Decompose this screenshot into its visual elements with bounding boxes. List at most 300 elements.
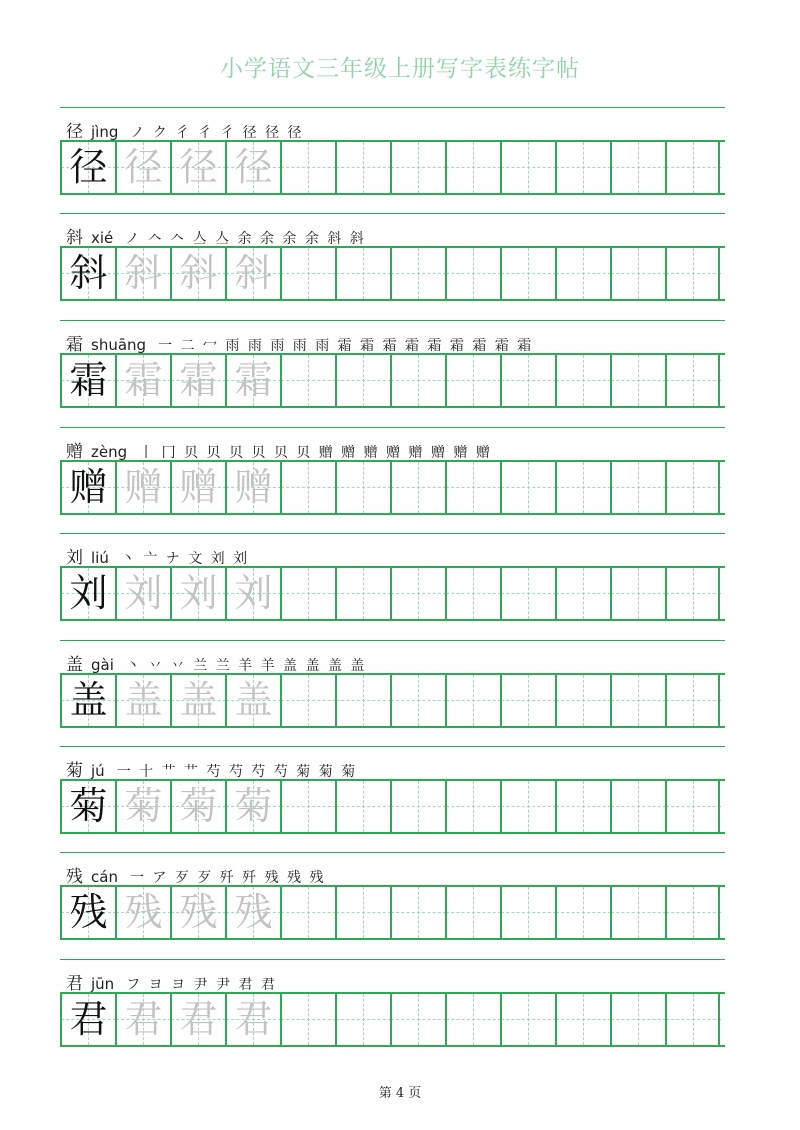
grid-cell[interactable]	[446, 675, 501, 726]
guide-line-vertical	[638, 675, 639, 726]
grid-cell[interactable]	[281, 248, 336, 299]
grid-cell[interactable]	[501, 355, 556, 406]
grid-divider	[335, 781, 337, 832]
grid-cell[interactable]	[281, 568, 336, 619]
stroke-order: 一 十 艹 艹 芍 芍 芍 芍 菊 菊 菊	[116, 764, 358, 780]
grid-divider	[170, 355, 172, 406]
practice-row	[60, 959, 725, 1054]
trace-char: 菊	[179, 784, 218, 828]
grid-cell[interactable]	[336, 887, 391, 938]
char-info	[66, 650, 366, 674]
guide-line-vertical	[528, 568, 529, 619]
grid-cell[interactable]	[391, 568, 446, 619]
grid-divider	[500, 675, 502, 726]
stroke-order: 一 二 冖 雨 雨 雨 雨 雨 霜 霜 霜 霜 霜 霜 霜 霜 霜	[158, 338, 534, 354]
guide-line-vertical	[308, 568, 309, 619]
guide-line-vertical	[473, 568, 474, 619]
trace-char: 斜	[179, 251, 218, 295]
grid-divider	[170, 675, 172, 726]
grid-cell[interactable]	[336, 142, 391, 193]
guide-line-vertical	[363, 248, 364, 299]
grid-divider	[170, 781, 172, 832]
grid-cell[interactable]	[391, 887, 446, 938]
grid-divider	[445, 355, 447, 406]
grid-divider	[390, 142, 392, 193]
grid-cell[interactable]	[666, 994, 721, 1045]
char-label: 残	[66, 867, 83, 887]
grid-cell[interactable]	[226, 887, 281, 938]
grid-divider	[390, 462, 392, 513]
guide-line-vertical	[638, 462, 639, 513]
grid-cell[interactable]	[61, 887, 116, 938]
grid-cell[interactable]	[336, 355, 391, 406]
grid-divider	[718, 887, 720, 938]
grid-divider	[500, 887, 502, 938]
grid-divider	[665, 568, 667, 619]
grid-cell[interactable]	[446, 994, 501, 1045]
model-char: 刘	[69, 571, 108, 615]
grid-divider	[445, 248, 447, 299]
grid-cell[interactable]	[556, 675, 611, 726]
grid-cell[interactable]	[611, 142, 666, 193]
practice-row	[60, 746, 725, 841]
grid-cell[interactable]	[501, 675, 556, 726]
grid-divider	[718, 568, 720, 619]
char-label: 斜	[66, 228, 83, 248]
grid-divider	[665, 994, 667, 1045]
trace-char: 刘	[179, 571, 218, 615]
grid-divider	[445, 994, 447, 1045]
guide-line-vertical	[528, 994, 529, 1045]
grid-divider	[445, 142, 447, 193]
guide-line-vertical	[528, 248, 529, 299]
grid-cell[interactable]	[61, 781, 116, 832]
grid-cell[interactable]	[226, 248, 281, 299]
grid-divider	[60, 142, 62, 193]
char-info	[66, 437, 492, 461]
grid-cell[interactable]	[171, 462, 226, 513]
grid-cell[interactable]	[556, 248, 611, 299]
grid-divider	[115, 355, 117, 406]
grid-cell[interactable]	[611, 781, 666, 832]
practice-row	[60, 852, 725, 947]
trace-char: 斜	[234, 251, 273, 295]
grid-divider	[610, 994, 612, 1045]
grid-divider	[115, 142, 117, 193]
grid-cell[interactable]	[666, 887, 721, 938]
grid-divider	[718, 675, 720, 726]
grid-cell[interactable]	[611, 248, 666, 299]
grid-cell[interactable]	[336, 248, 391, 299]
grid-divider	[225, 142, 227, 193]
trace-char: 刘	[124, 571, 163, 615]
guide-line-vertical	[583, 675, 584, 726]
practice-row	[60, 107, 725, 202]
grid-cell[interactable]	[611, 355, 666, 406]
stroke-order: 丨 冂 贝 贝 贝 贝 贝 贝 赠 赠 赠 赠 赠 赠 赠 赠	[139, 445, 492, 461]
guide-line-vertical	[693, 994, 694, 1045]
writing-grid	[60, 566, 725, 621]
guide-line-vertical	[473, 142, 474, 193]
writing-grid	[60, 140, 725, 195]
grid-divider	[60, 568, 62, 619]
writing-grid	[60, 353, 725, 408]
grid-cell[interactable]	[336, 994, 391, 1045]
grid-cell[interactable]	[556, 781, 611, 832]
guide-line-vertical	[308, 675, 309, 726]
pinyin-label: jú	[91, 762, 105, 780]
grid-cell[interactable]	[336, 781, 391, 832]
writing-grid	[60, 992, 725, 1047]
grid-cell[interactable]	[501, 568, 556, 619]
grid-cell[interactable]	[336, 462, 391, 513]
grid-cell[interactable]	[446, 781, 501, 832]
grid-cell[interactable]	[226, 142, 281, 193]
grid-cell[interactable]	[281, 142, 336, 193]
guide-line-vertical	[308, 462, 309, 513]
grid-cell[interactable]	[611, 462, 666, 513]
grid-divider	[280, 142, 282, 193]
grid-cell[interactable]	[116, 142, 171, 193]
grid-cell[interactable]	[61, 142, 116, 193]
grid-cell[interactable]	[391, 781, 446, 832]
grid-cell[interactable]	[446, 248, 501, 299]
grid-divider	[60, 248, 62, 299]
grid-cell[interactable]	[171, 781, 226, 832]
grid-cell[interactable]	[501, 142, 556, 193]
grid-cell[interactable]	[666, 462, 721, 513]
char-info	[66, 862, 326, 886]
grid-cell[interactable]	[391, 462, 446, 513]
grid-divider	[280, 568, 282, 619]
stroke-order: 丶 丷 丷 兰 兰 羊 羊 盖 盖 盖 盖	[125, 658, 367, 674]
grid-divider	[500, 142, 502, 193]
grid-cell[interactable]	[556, 568, 611, 619]
char-label: 君	[66, 974, 83, 994]
grid-cell[interactable]	[281, 462, 336, 513]
grid-divider	[60, 462, 62, 513]
trace-char: 霜	[179, 358, 218, 402]
grid-cell[interactable]	[171, 248, 226, 299]
grid-divider	[718, 462, 720, 513]
grid-divider	[500, 568, 502, 619]
guide-line-vertical	[363, 355, 364, 406]
trace-char: 残	[234, 890, 273, 934]
model-char: 赠	[69, 465, 108, 509]
grid-cell[interactable]	[336, 568, 391, 619]
grid-cell[interactable]	[666, 781, 721, 832]
trace-char: 君	[124, 997, 163, 1041]
practice-row	[60, 427, 725, 522]
grid-cell[interactable]	[226, 462, 281, 513]
model-char: 径	[69, 145, 108, 189]
guide-line-vertical	[418, 675, 419, 726]
row-separator	[60, 107, 725, 108]
grid-cell[interactable]	[116, 781, 171, 832]
grid-divider	[390, 355, 392, 406]
grid-divider	[718, 994, 720, 1045]
grid-divider	[500, 781, 502, 832]
grid-cell[interactable]	[171, 994, 226, 1045]
grid-divider	[225, 248, 227, 299]
grid-cell[interactable]	[391, 994, 446, 1045]
grid-divider	[500, 355, 502, 406]
trace-char: 盖	[234, 678, 273, 722]
grid-divider	[170, 994, 172, 1045]
grid-divider	[665, 142, 667, 193]
row-separator	[60, 320, 725, 321]
grid-cell[interactable]	[391, 142, 446, 193]
char-info	[66, 330, 533, 354]
pinyin-label: gài	[91, 656, 114, 674]
row-separator	[60, 746, 725, 747]
grid-cell[interactable]	[281, 675, 336, 726]
grid-cell[interactable]	[556, 887, 611, 938]
guide-line-vertical	[638, 994, 639, 1045]
guide-line-vertical	[308, 142, 309, 193]
grid-cell[interactable]	[171, 887, 226, 938]
grid-divider	[115, 994, 117, 1045]
grid-divider	[390, 887, 392, 938]
row-separator	[60, 427, 725, 428]
grid-divider	[718, 142, 720, 193]
grid-cell[interactable]	[611, 675, 666, 726]
guide-line-vertical	[363, 994, 364, 1045]
char-label: 赠	[66, 442, 83, 462]
guide-line-vertical	[528, 781, 529, 832]
grid-divider	[665, 462, 667, 513]
grid-cell[interactable]	[226, 355, 281, 406]
trace-char: 赠	[124, 465, 163, 509]
guide-line-vertical	[473, 355, 474, 406]
trace-char: 径	[179, 145, 218, 189]
grid-divider	[335, 568, 337, 619]
guide-line-vertical	[418, 248, 419, 299]
trace-char: 菊	[234, 784, 273, 828]
grid-cell[interactable]	[171, 355, 226, 406]
guide-line-vertical	[418, 355, 419, 406]
grid-cell[interactable]	[281, 994, 336, 1045]
row-separator	[60, 213, 725, 214]
grid-cell[interactable]	[116, 355, 171, 406]
grid-cell[interactable]	[556, 142, 611, 193]
grid-divider	[555, 462, 557, 513]
grid-cell[interactable]	[446, 568, 501, 619]
guide-line-vertical	[693, 462, 694, 513]
pinyin-label: jìng	[91, 123, 119, 141]
grid-cell[interactable]	[501, 248, 556, 299]
guide-line-vertical	[363, 142, 364, 193]
grid-cell[interactable]	[501, 781, 556, 832]
stroke-order: ノ ク 彳 彳 彳 径 径 径	[130, 125, 304, 141]
grid-cell[interactable]	[666, 568, 721, 619]
grid-cell[interactable]	[391, 675, 446, 726]
grid-cell[interactable]	[116, 462, 171, 513]
guide-line-vertical	[583, 248, 584, 299]
grid-cell[interactable]	[666, 248, 721, 299]
grid-divider	[280, 781, 282, 832]
guide-line-vertical	[583, 355, 584, 406]
grid-cell[interactable]	[556, 355, 611, 406]
grid-cell[interactable]	[171, 675, 226, 726]
grid-cell[interactable]	[556, 994, 611, 1045]
grid-divider	[225, 675, 227, 726]
grid-cell[interactable]	[61, 355, 116, 406]
char-label: 刘	[66, 548, 83, 568]
grid-cell[interactable]	[391, 355, 446, 406]
grid-cell[interactable]	[446, 887, 501, 938]
grid-cell[interactable]	[116, 568, 171, 619]
grid-cell[interactable]	[61, 568, 116, 619]
guide-line-vertical	[638, 887, 639, 938]
guide-line-vertical	[308, 355, 309, 406]
grid-divider	[335, 355, 337, 406]
guide-line-vertical	[473, 248, 474, 299]
stroke-order: 丶 亠 ナ 文 刘 刘	[120, 551, 250, 567]
grid-cell[interactable]	[171, 568, 226, 619]
guide-line-vertical	[473, 887, 474, 938]
model-char: 霜	[69, 358, 108, 402]
grid-cell[interactable]	[611, 994, 666, 1045]
grid-divider	[170, 887, 172, 938]
grid-divider	[225, 355, 227, 406]
trace-char: 盖	[124, 678, 163, 722]
pinyin-label: cán	[91, 868, 118, 886]
grid-cell[interactable]	[61, 248, 116, 299]
grid-divider	[115, 781, 117, 832]
grid-divider	[610, 675, 612, 726]
grid-cell[interactable]	[446, 355, 501, 406]
pinyin-label: zèng	[91, 443, 128, 461]
grid-divider	[500, 462, 502, 513]
guide-line-vertical	[638, 568, 639, 619]
row-separator	[60, 640, 725, 641]
grid-cell[interactable]	[446, 142, 501, 193]
trace-char: 霜	[234, 358, 273, 402]
grid-cell[interactable]	[281, 781, 336, 832]
char-info	[66, 756, 357, 780]
grid-divider	[115, 462, 117, 513]
writing-grid	[60, 246, 725, 301]
grid-divider	[555, 887, 557, 938]
char-label: 菊	[66, 761, 83, 781]
grid-cell[interactable]	[226, 568, 281, 619]
writing-grid	[60, 885, 725, 940]
guide-line-vertical	[363, 568, 364, 619]
trace-char: 径	[234, 145, 273, 189]
grid-cell[interactable]	[281, 355, 336, 406]
grid-divider	[500, 248, 502, 299]
grid-divider	[555, 355, 557, 406]
guide-line-vertical	[693, 355, 694, 406]
grid-divider	[225, 568, 227, 619]
grid-cell[interactable]	[446, 462, 501, 513]
guide-line-vertical	[473, 462, 474, 513]
guide-line-vertical	[638, 142, 639, 193]
grid-divider	[718, 781, 720, 832]
grid-divider	[335, 887, 337, 938]
grid-cell[interactable]	[226, 675, 281, 726]
grid-cell[interactable]	[611, 887, 666, 938]
grid-divider	[115, 675, 117, 726]
grid-cell[interactable]	[666, 142, 721, 193]
grid-cell[interactable]	[611, 568, 666, 619]
grid-cell[interactable]	[556, 462, 611, 513]
grid-divider	[445, 462, 447, 513]
grid-divider	[555, 781, 557, 832]
grid-cell[interactable]	[666, 355, 721, 406]
grid-cell[interactable]	[501, 887, 556, 938]
grid-cell[interactable]	[391, 248, 446, 299]
grid-divider	[610, 355, 612, 406]
grid-divider	[610, 568, 612, 619]
model-char: 菊	[69, 784, 108, 828]
stroke-order: フ ヨ ヨ 尹 尹 君 君	[126, 977, 277, 993]
trace-char: 残	[179, 890, 218, 934]
grid-divider	[115, 887, 117, 938]
trace-char: 赠	[179, 465, 218, 509]
grid-cell[interactable]	[501, 462, 556, 513]
grid-cell[interactable]	[116, 887, 171, 938]
grid-cell[interactable]	[336, 675, 391, 726]
grid-cell[interactable]	[666, 675, 721, 726]
guide-line-vertical	[363, 781, 364, 832]
grid-divider	[225, 994, 227, 1045]
grid-cell[interactable]	[281, 887, 336, 938]
row-separator	[60, 852, 725, 853]
pinyin-label: shuāng	[91, 336, 147, 354]
grid-cell[interactable]	[61, 994, 116, 1045]
grid-divider	[718, 248, 720, 299]
grid-divider	[665, 675, 667, 726]
grid-divider	[280, 887, 282, 938]
grid-divider	[610, 462, 612, 513]
writing-grid	[60, 673, 725, 728]
guide-line-vertical	[308, 781, 309, 832]
model-char: 盖	[69, 678, 108, 722]
grid-divider	[280, 994, 282, 1045]
grid-divider	[335, 994, 337, 1045]
grid-cell[interactable]	[116, 248, 171, 299]
grid-cell[interactable]	[116, 994, 171, 1045]
row-separator	[60, 533, 725, 534]
model-char: 君	[69, 997, 108, 1041]
grid-cell[interactable]	[501, 994, 556, 1045]
grid-cell[interactable]	[61, 675, 116, 726]
pinyin-label: xié	[91, 229, 114, 247]
stroke-order: 一 ア 歹 歹 歼 歼 残 残 残	[129, 870, 326, 886]
grid-cell[interactable]	[116, 675, 171, 726]
pinyin-label: jūn	[91, 975, 115, 993]
char-info	[66, 223, 366, 247]
guide-line-vertical	[638, 355, 639, 406]
grid-divider	[280, 675, 282, 726]
grid-divider	[445, 887, 447, 938]
trace-char: 赠	[234, 465, 273, 509]
guide-line-vertical	[693, 142, 694, 193]
grid-cell[interactable]	[226, 781, 281, 832]
grid-cell[interactable]	[61, 462, 116, 513]
grid-cell[interactable]	[226, 994, 281, 1045]
grid-divider	[610, 781, 612, 832]
guide-line-vertical	[583, 781, 584, 832]
grid-divider	[390, 568, 392, 619]
grid-cell[interactable]	[171, 142, 226, 193]
guide-line-vertical	[418, 142, 419, 193]
guide-line-vertical	[583, 887, 584, 938]
char-info	[66, 543, 249, 567]
page-title: 小学语文三年级上册写字表练字帖	[220, 56, 580, 82]
